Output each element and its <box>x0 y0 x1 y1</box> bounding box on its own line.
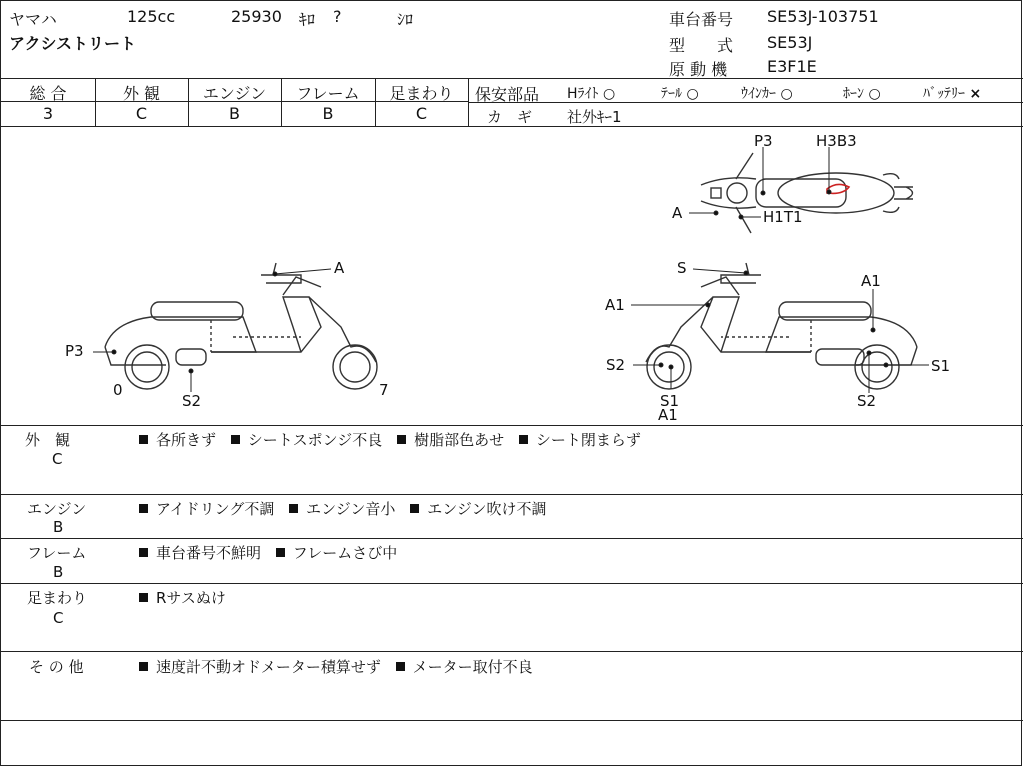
top-label-h1t1: H1T1 <box>763 208 803 226</box>
note-suspension-label: 足まわり <box>27 589 88 607</box>
mileage-note: ? <box>333 7 342 26</box>
left-label-zero: 0 <box>113 381 123 399</box>
top-view-scooter <box>701 153 913 233</box>
displacement: 125cc <box>127 7 176 26</box>
safety-tail: ﾃｰﾙ ○ <box>661 86 699 102</box>
maker: ヤマハ <box>9 10 57 29</box>
frame-no: SE53J-103751 <box>767 7 879 26</box>
grade-suspension-label: 足まわり <box>389 84 454 103</box>
safety-winker: ｳｲﾝｶｰ ○ <box>741 86 793 102</box>
note-other-label: そ の 他 <box>29 658 84 676</box>
note-engine-label: エンジン <box>27 500 87 518</box>
right-label-a1-rear: A1 <box>861 272 881 290</box>
model-name: アクシストリート <box>9 34 137 53</box>
engine-label: 原 動 機 <box>669 60 728 79</box>
grade-overall-label: 総 合 <box>29 84 67 103</box>
grade-frame-value: B <box>322 104 334 123</box>
note-exterior-grade: C <box>52 450 63 468</box>
top-label-p3: P3 <box>754 132 773 150</box>
note-suspension-issues: Rサスぬけ <box>139 587 236 608</box>
top-label-h3b3: H3B3 <box>816 132 857 150</box>
color: ｼﾛ <box>397 10 414 29</box>
model-code-label: 型 式 <box>669 36 734 55</box>
note-frame-grade: B <box>53 563 64 581</box>
left-label-a: A <box>334 259 345 277</box>
note-exterior-issues: 各所きず シートスポンジ不良 樹脂部色あせ シート閉まらず <box>139 429 651 450</box>
safety-horn: ﾎｰﾝ ○ <box>843 86 881 102</box>
right-label-s1-rear: S1 <box>931 357 951 375</box>
note-engine-issues: アイドリング不調 エンジン音小 エンジン吹け不調 <box>139 498 556 519</box>
note-frame-label: フレーム <box>27 544 87 562</box>
engine-code: E3F1E <box>767 57 817 76</box>
right-label-a1-front: A1 <box>605 296 625 314</box>
frame-no-label: 車台番号 <box>669 10 734 29</box>
right-label-s2: S2 <box>606 356 626 374</box>
right-label-s2-rear: S2 <box>857 392 877 410</box>
grade-suspension-value: C <box>415 104 428 123</box>
right-label-s1-front: S1 <box>660 392 680 410</box>
left-label-s2: S2 <box>182 392 202 410</box>
grade-overall-value: 3 <box>42 104 54 123</box>
note-suspension-grade: C <box>53 609 64 627</box>
note-exterior-label: 外 観 <box>25 431 71 449</box>
safety-label: 保安部品 <box>475 85 540 104</box>
mileage: 25930 <box>231 7 282 26</box>
note-other-issues: 速度計不動オドメーター積算せず メーター取付不良 <box>139 656 543 677</box>
note-engine-grade: B <box>53 518 64 536</box>
model-code: SE53J <box>767 33 813 52</box>
key-value: 社外ｷｰ1 <box>567 108 622 126</box>
top-label-a: A <box>672 204 683 222</box>
grade-exterior-value: C <box>135 104 148 123</box>
mileage-unit: ｷﾛ <box>299 10 316 29</box>
note-frame-issues: 車台番号不鮮明 フレームさび中 <box>139 542 407 563</box>
safety-battery: ﾊﾞｯﾃﾘｰ × <box>923 86 982 102</box>
right-label-a1-bottom: A1 <box>658 406 678 424</box>
key-label: カ ギ <box>487 108 533 126</box>
grade-engine-label: エンジン <box>202 84 267 103</box>
grade-engine-value: B <box>229 104 240 123</box>
scooter-diagram <box>1 127 1023 425</box>
left-label-seven: 7 <box>379 381 389 399</box>
grade-frame-label: フレーム <box>296 84 360 103</box>
right-label-s: S <box>677 259 687 277</box>
left-view-scooter <box>105 263 377 389</box>
safety-headlight: Hﾗｲﾄ ○ <box>567 86 616 102</box>
left-label-p3: P3 <box>65 342 84 360</box>
grade-exterior-label: 外 観 <box>122 84 161 103</box>
